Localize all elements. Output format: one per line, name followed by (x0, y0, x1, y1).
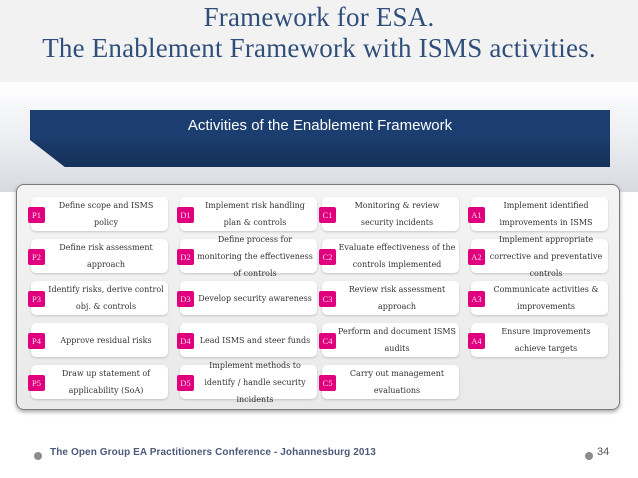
activity-cell (322, 281, 459, 315)
activity-text: Implement methods to identify / handle security incidents (204, 360, 306, 404)
activity-text: Define risk assessment approach (59, 243, 153, 269)
activity-cell (471, 281, 608, 315)
activity-cell (31, 323, 168, 357)
activity-cell (31, 239, 168, 273)
activity-code-badge: C3 (319, 291, 336, 307)
activity-cell (471, 323, 608, 357)
activity-code-badge: A4 (468, 333, 485, 349)
activity-code-badge: C5 (319, 375, 336, 391)
activity-text: Implement appropriate corrective and preventative controls (489, 234, 603, 278)
activity-code-badge: D3 (177, 291, 194, 307)
title-band (0, 0, 638, 82)
activity-cell (31, 365, 168, 399)
activity-code-badge: P2 (28, 249, 45, 265)
activity-text: Implement identified improvements in ISMS (499, 201, 593, 227)
activity-cell (180, 323, 317, 357)
activity-text: Evaluate effectiveness of the controls implemented (338, 243, 456, 269)
framework-header-label: Activities of the Enablement Framework (187, 116, 453, 134)
activity-code-badge: P5 (28, 375, 45, 391)
activity-text: Review risk assessment approach (348, 285, 446, 311)
activity-code-badge: A1 (468, 207, 485, 223)
activity-text: Lead ISMS and steer funds (199, 335, 311, 345)
activity-text: Approve residual risks (60, 335, 152, 345)
activity-text: Draw up statement of applicability (SoA) (61, 369, 151, 395)
activity-text: Monitoring & review security incidents (354, 201, 440, 227)
slide-title-line-1: Framework for ESA. (203, 2, 435, 32)
activity-text: Identify risks, derive control obj. & controls (48, 285, 164, 311)
activity-code-badge: C1 (319, 207, 336, 223)
activity-text: Develop security awareness (198, 293, 312, 303)
footer-bullet-icon (34, 452, 42, 460)
activity-text: Define scope and ISMS policy (58, 201, 154, 227)
activity-code-badge: A3 (468, 291, 485, 307)
activity-cell (471, 234, 608, 278)
activity-cell (180, 197, 317, 231)
activity-text: Ensure improvements achieve targets (501, 327, 591, 353)
activity-cell (180, 281, 317, 315)
slide-title-line-2: The Enablement Framework with ISMS activities. (42, 33, 596, 63)
activity-text: Communicate activities & improvements (493, 285, 599, 311)
framework-header-bar (30, 110, 610, 140)
activity-cell (322, 239, 459, 273)
activity-cell (322, 197, 459, 231)
header-wedge (30, 140, 610, 167)
page-number: 34 (597, 446, 610, 458)
activity-cell (180, 360, 317, 404)
activity-cell (471, 197, 608, 231)
activity-code-badge: P3 (28, 291, 45, 307)
activity-code-badge: D5 (177, 375, 194, 391)
activity-cell (322, 323, 459, 357)
activity-code-badge: P1 (28, 207, 45, 223)
activity-text: Carry out management evaluations (349, 369, 445, 395)
activity-text: Perform and document ISMS audits (338, 327, 457, 353)
activity-code-badge: D4 (177, 333, 194, 349)
activity-text: Implement risk handling plan & controls (205, 201, 305, 227)
activity-cell (322, 365, 459, 399)
activity-code-badge: C4 (319, 333, 336, 349)
activity-code-badge: D1 (177, 207, 194, 223)
activity-code-badge: D2 (177, 249, 194, 265)
activity-cell (31, 197, 168, 231)
activity-code-badge: C2 (319, 249, 336, 265)
activity-code-badge: P4 (28, 333, 45, 349)
activity-cell (31, 281, 168, 315)
activity-cell (180, 234, 317, 278)
activities-frame (16, 184, 620, 410)
page-bullet-icon (585, 452, 593, 460)
activity-code-badge: A2 (468, 249, 485, 265)
activity-text: Define process for monitoring the effectiveness of controls (197, 234, 313, 278)
footer-conference: The Open Group EA Practitioners Conference - Johannesburg 2013 (50, 447, 376, 458)
